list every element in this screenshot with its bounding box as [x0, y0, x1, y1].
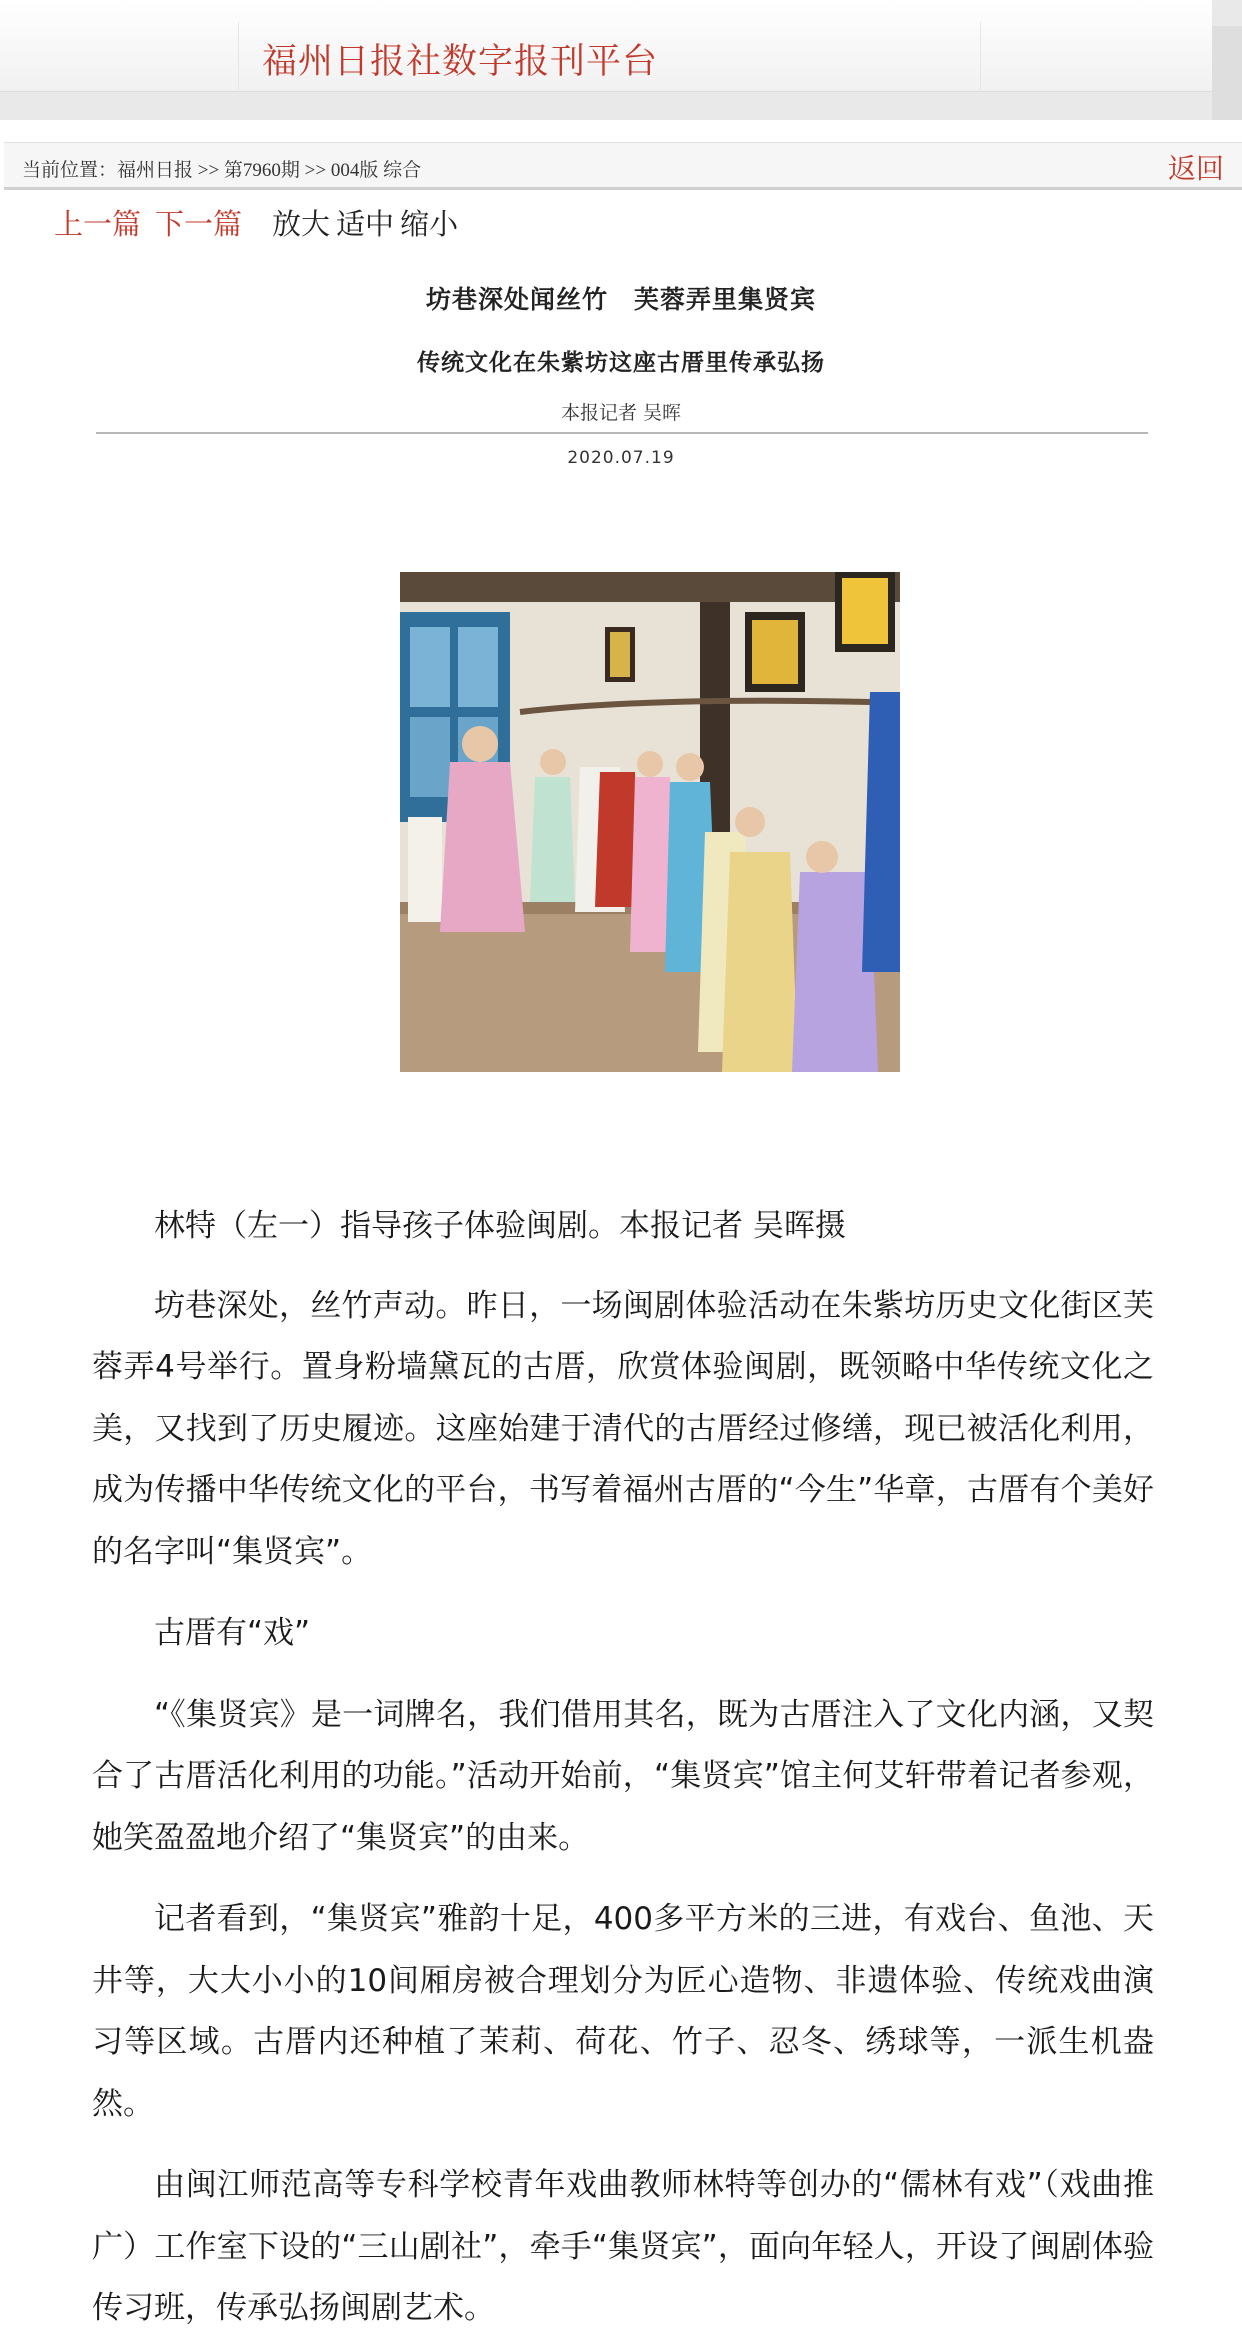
zoom-out-link[interactable]: 缩小: [400, 207, 459, 241]
header-divider: [238, 22, 239, 92]
article-photo: [400, 572, 900, 1072]
article-paragraph: “《集贤宾》是一词牌名，我们借用其名，既为古厝注入了文化内涵，又契合了古厝活化利用的功能。”活动开始前，“集贤宾”馆主何艾轩带着记者参观，她笑盈盈地介绍了“集贤宾”的由来。: [92, 1696, 1154, 1856]
article-byline: 本报记者 吴晖: [560, 402, 682, 424]
site-title[interactable]: 福州日报社数字报刊平台: [262, 42, 659, 82]
article-body: [92, 1196, 1154, 2348]
section-heading: 古厝有“戏”: [154, 1615, 311, 1651]
article-paragraph: 坊巷深处，丝竹声动。昨日，一场闽剧体验活动在朱紫坊历史文化街区芙蓉弄4号举行。置身粉墙黛瓦的古厝，欣赏体验闽剧，既领略中华传统文化之美，又找到了历史履迹。这座始建于清代的古厝经过修缮，现已被活化利用，成为传播中华传统文化的平台，书写着福州古厝的“今生”华章，古厝有个美好的名字叫“集贤宾”。: [92, 1287, 1154, 1570]
article-paragraph: 由闽江师范高等专科学校青年戏曲教师林特等创办的“儒林有戏”（戏曲推广）工作室下设的“三山剧社”，牵手“集贤宾”，面向年轻人，开设了闽剧体验传习班，传承弘扬闽剧艺术。: [92, 2167, 1154, 2326]
prev-article-link[interactable]: 上一篇: [54, 207, 142, 241]
article-date: 2020.07.19: [567, 448, 675, 468]
back-link[interactable]: 返回: [1167, 152, 1224, 185]
article-paragraph: 记者看到，“集贤宾”雅韵十足，400多平方米的三进，有戏台、鱼池、天井等，大大小小的10间厢房被合理划分为匠心造物、非遗体验、传统戏曲演习等区域。古厝内还种植了茉莉、荷花、竹子、忍冬、绣球等，一派生机盎然。: [92, 1901, 1154, 2122]
article-subheadline: 传统文化在朱紫坊这座古厝里传承弘扬: [417, 350, 825, 376]
next-article-link[interactable]: 下一篇: [155, 207, 243, 241]
header-panel: [0, 0, 1212, 92]
breadcrumb-bar: [4, 142, 1242, 190]
article-headline: 坊巷深处闻丝竹 芙蓉弄里集贤宾: [425, 285, 816, 314]
photo-caption: 林特（左一）指导孩子体验闽剧。本报记者 吴晖摄: [154, 1208, 846, 1244]
site-header: [0, 0, 1242, 120]
zoom-in-link[interactable]: 放大: [272, 207, 331, 241]
header-divider: [980, 22, 981, 92]
title-divider: [96, 432, 1148, 434]
breadcrumb: 当前位置：福州日报 >> 第7960期 >> 004版 综合: [22, 160, 422, 181]
header-edge: [1212, 26, 1242, 120]
article-nav: [54, 202, 458, 242]
zoom-fit-link[interactable]: 适中: [336, 207, 395, 241]
